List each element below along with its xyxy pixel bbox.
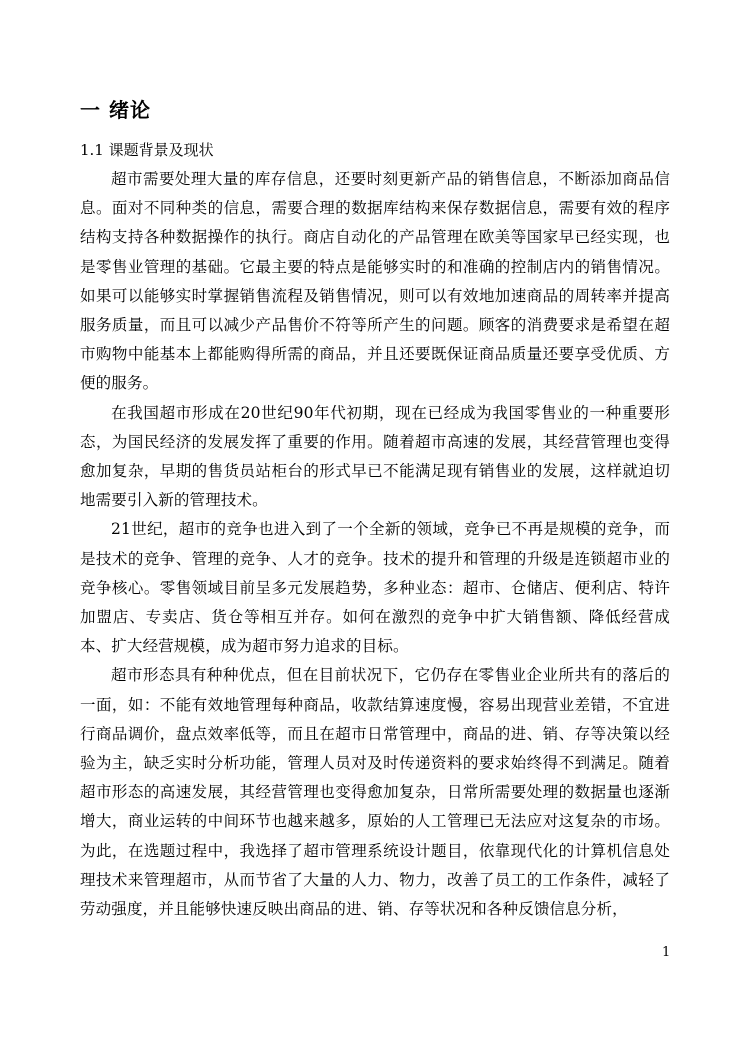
chapter-title: 一 绪论: [80, 98, 151, 122]
body-text: [80, 165, 670, 924]
paragraph: 超市形态具有种种优点，但在目前状况下，它仍存在零售业企业所共有的落后的一面，如：不能有效地管理每种商品，收款结算速度慢，容易出现营业差错，不宜进行商品调价，盘点效率低等，而且在超市日常管理中，商品的进、销、存等决策以经验为主，缺乏实时分析功能，管理人员对及时传递资料的要求始终得不到满足。随着超市形态的高速发展，其经营管理也变得愈加复杂，日常所需要处理的数据量也逐渐增大，商业运转的中间环节也越来越多，原始的人工管理已无法应对这复杂的市场。为此，在选题过程中，我选择了超市管理系统设计题目，依靠现代化的计算机信息处理技术来管理超市，从而节省了大量的人力、物力，改善了员工的工作条件，减轻了劳动强度，并且能够快速反映出商品的进、销、存等状况和各种反馈信息分析，: [80, 666, 670, 919]
paragraph: 超市需要处理大量的库存信息，还要时刻更新产品的销售信息，不断添加商品信息。面对不同种类的信息，需要合理的数据库结构来保存数据信息，需要有效的程序结构支持各种数据操作的执行。商店自动化的产品管理在欧美等国家早已经实现，也是零售业管理的基础。它最主要的特点是能够实时的和准确的控制店内的销售情况。如果可以能够实时掌握销售流程及销售情况，则可以有效地加速商品的周转率并提高服务质量，而且可以减少产品售价不符等所产生的问题。顾客的消费要求是希望在超市购物中能基本上都能购得所需的商品，并且还要既保证商品质量还要享受优质、方便的服务。: [80, 170, 670, 393]
page-number: 1: [662, 945, 671, 960]
section-title: 1.1 课题背景及现状: [80, 141, 214, 159]
paragraph: 21世纪，超市的竞争也进入到了一个全新的领域，竞争已不再是规模的竞争，而是技术的竞争、管理的竞争、人才的竞争。技术的提升和管理的升级是连锁超市业的竞争核心。零售领域目前呈多元发展趋势，多种业态：超市、仓储店、便利店、特许加盟店、专卖店、货仓等相互并存。如何在激烈的竞争中扩大销售额、降低经营成本、扩大经营规模，成为超市努力追求的目标。: [80, 520, 670, 656]
paragraph: 在我国超市形成在20世纪90年代初期，现在已经成为我国零售业的一种重要形态，为国民经济的发展发挥了重要的作用。随着超市高速的发展，其经营管理也变得愈加复杂，早期的售货员站柜台的形式早已不能满足现有销售业的发展，这样就迫切地需要引入新的管理技术。: [80, 403, 670, 510]
